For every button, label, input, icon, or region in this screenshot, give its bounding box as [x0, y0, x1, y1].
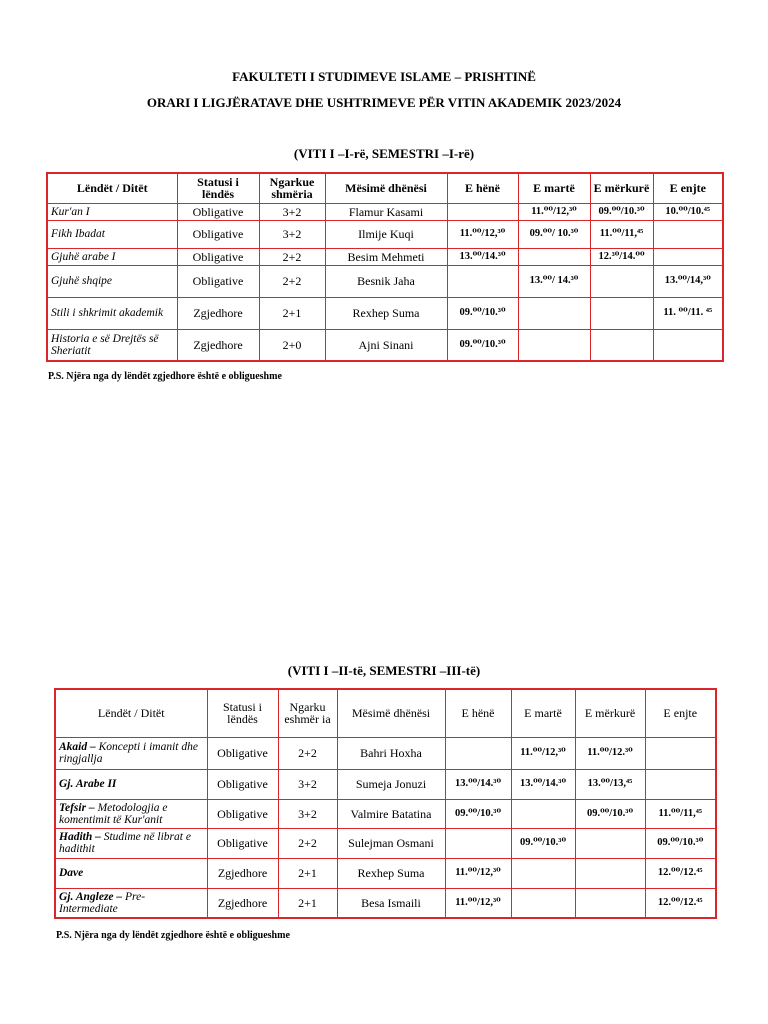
tuesday-cell: 09.⁰⁰/10.³⁰ — [511, 828, 575, 858]
load-cell: 3+2 — [278, 799, 337, 828]
table-row — [55, 769, 716, 799]
wednesday-cell: 11.⁰⁰/12.³⁰ — [575, 737, 645, 769]
teacher-cell: Ilmije Kuqi — [325, 220, 447, 248]
thursday-cell: 09.⁰⁰/10.³⁰ — [645, 828, 716, 858]
subject-name: Gj. Arabe II — [59, 778, 117, 790]
monday-cell — [447, 265, 518, 297]
column-header: Ngarkue shmëria — [259, 173, 325, 203]
subject-cell — [55, 799, 207, 828]
status-cell: Zgjedhore — [177, 297, 259, 329]
subject-cell: Kur'an I — [47, 203, 177, 220]
status-cell: Obligative — [177, 220, 259, 248]
teacher-cell: Sumeja Jonuzi — [337, 769, 445, 799]
thursday-cell — [645, 737, 716, 769]
tuesday-cell: 11.⁰⁰/12,³⁰ — [511, 737, 575, 769]
tuesday-cell: 13.⁰⁰/14.³⁰ — [511, 769, 575, 799]
thursday-cell — [653, 220, 723, 248]
subject-cell: Stili i shkrimit akademik — [47, 297, 177, 329]
column-header: E martë — [518, 173, 590, 203]
subject-description: Metodologjia e komentimit të Kur'anit — [59, 801, 168, 826]
tuesday-cell — [511, 888, 575, 918]
status-cell: Obligative — [177, 265, 259, 297]
status-cell: Zgjedhore — [207, 888, 278, 918]
tuesday-cell: 09.⁰⁰/ 10.³⁰ — [518, 220, 590, 248]
status-cell: Obligative — [207, 799, 278, 828]
wednesday-cell: 09.⁰⁰/10.³⁰ — [575, 799, 645, 828]
load-cell: 2+2 — [259, 265, 325, 297]
column-header: E mërkurë — [590, 173, 653, 203]
subject-cell — [55, 737, 207, 769]
tuesday-cell: 11.⁰⁰/12,³⁰ — [518, 203, 590, 220]
teacher-cell: Ajni Sinani — [325, 329, 447, 361]
subject-cell: Gjuhë shqipe — [47, 265, 177, 297]
column-header: Lëndët / Ditët — [47, 173, 177, 203]
column-header: Ngarku eshmër ia — [278, 689, 337, 737]
subject-name: Tefsir – — [59, 801, 95, 814]
load-cell: 3+2 — [259, 203, 325, 220]
subject-cell: Historia e së Drejtës së Sheriatit — [47, 329, 177, 361]
table-row — [55, 888, 716, 918]
monday-cell: 09.⁰⁰/10.³⁰ — [447, 329, 518, 361]
section1-note: P.S. Njëra nga dy lëndët zgjedhore është e obligueshme — [48, 371, 282, 382]
table-row — [47, 297, 723, 329]
thursday-cell — [645, 769, 716, 799]
subject-description: Pre-Intermediate — [59, 890, 146, 915]
schedule-title: ORARI I LIGJËRATAVE DHE USHTRIMEVE PËR VITIN AKADEMIK 2023/2024 — [146, 95, 622, 110]
thursday-cell: 10.⁰⁰/10.⁴⁵ — [653, 203, 723, 220]
subject-cell — [55, 769, 207, 799]
section1-title: (VITI I –I-rë, SEMESTRI –I-rë) — [293, 146, 475, 161]
thursday-cell: 11.⁰⁰/11,⁴⁵ — [645, 799, 716, 828]
monday-cell: 11.⁰⁰/12,³⁰ — [445, 858, 511, 888]
load-cell: 3+2 — [259, 220, 325, 248]
status-cell: Obligative — [207, 769, 278, 799]
wednesday-cell — [575, 858, 645, 888]
status-cell: Obligative — [177, 203, 259, 220]
monday-cell: 11.⁰⁰/12,³⁰ — [447, 220, 518, 248]
column-header: Lëndët / Ditët — [55, 689, 207, 737]
section2-title: (VITI I –II-të, SEMESTRI –III-të) — [287, 663, 481, 678]
thursday-cell: 12.⁰⁰/12.⁴⁵ — [645, 858, 716, 888]
thursday-cell: 13.⁰⁰/14,³⁰ — [653, 265, 723, 297]
wednesday-cell: 09.⁰⁰/10.³⁰ — [590, 203, 653, 220]
teacher-cell: Bahri Hoxha — [337, 737, 445, 769]
table-row — [55, 737, 716, 769]
thursday-cell — [653, 248, 723, 265]
load-cell: 2+2 — [259, 248, 325, 265]
teacher-cell: Besa Ismaili — [337, 888, 445, 918]
subject-name: Dave — [59, 867, 84, 879]
subject-cell — [55, 888, 207, 918]
faculty-title: FAKULTETI I STUDIMEVE ISLAME – PRISHTINË — [232, 69, 536, 84]
wednesday-cell — [575, 888, 645, 918]
teacher-cell: Flamur Kasami — [325, 203, 447, 220]
monday-cell — [445, 737, 511, 769]
monday-cell: 13.⁰⁰/14.³⁰ — [447, 248, 518, 265]
section2-note: P.S. Njëra nga dy lëndët zgjedhore është e obligueshme — [56, 930, 290, 941]
status-cell: Obligative — [207, 737, 278, 769]
table-row — [55, 858, 716, 888]
status-cell: Obligative — [207, 828, 278, 858]
column-header: E enjte — [653, 173, 723, 203]
column-header: Mësimë dhënësi — [337, 689, 445, 737]
status-cell: Zgjedhore — [177, 329, 259, 361]
subject-cell — [55, 858, 207, 888]
load-cell: 3+2 — [278, 769, 337, 799]
table-row — [47, 220, 723, 248]
status-cell: Zgjedhore — [207, 858, 278, 888]
column-header: E hënë — [445, 689, 511, 737]
wednesday-cell — [575, 828, 645, 858]
column-header: Statusi i lëndës — [207, 689, 278, 737]
wednesday-cell: 13.⁰⁰/13,⁴⁵ — [575, 769, 645, 799]
wednesday-cell — [590, 297, 653, 329]
table-row — [47, 203, 723, 220]
table-row — [55, 828, 716, 858]
subject-cell: Gjuhë arabe I — [47, 248, 177, 265]
teacher-cell: Valmire Batatina — [337, 799, 445, 828]
subject-name: Gj. Angleze – — [59, 890, 123, 903]
subject-name: Hadith – — [59, 831, 101, 843]
wednesday-cell — [590, 265, 653, 297]
wednesday-cell — [590, 329, 653, 361]
monday-cell — [447, 203, 518, 220]
subject-name: Akaid – — [59, 741, 96, 753]
teacher-cell: Sulejman Osmani — [337, 828, 445, 858]
tuesday-cell — [511, 858, 575, 888]
monday-cell: 09.⁰⁰/10.³⁰ — [445, 799, 511, 828]
teacher-cell: Besim Mehmeti — [325, 248, 447, 265]
load-cell: 2+2 — [278, 737, 337, 769]
column-header: Mësimë dhënësi — [325, 173, 447, 203]
teacher-cell: Rexhep Suma — [337, 858, 445, 888]
wednesday-cell: 12.³⁰/14.⁰⁰ — [590, 248, 653, 265]
schedule-table-year1 — [46, 172, 724, 362]
monday-cell: 09.⁰⁰/10.³⁰ — [447, 297, 518, 329]
subject-description: Koncepti i imanit dhe ringjallja — [59, 741, 198, 765]
schedule-table-year2 — [54, 688, 717, 919]
column-header: E mërkurë — [575, 689, 645, 737]
tuesday-cell — [518, 297, 590, 329]
subject-description: Studime në librat e hadithit — [59, 831, 191, 855]
status-cell: Obligative — [177, 248, 259, 265]
thursday-cell: 12.⁰⁰/12.⁴⁵ — [645, 888, 716, 918]
table-row — [47, 248, 723, 265]
table-row — [55, 799, 716, 828]
table-row — [47, 265, 723, 297]
monday-cell: 11.⁰⁰/12,³⁰ — [445, 888, 511, 918]
subject-cell — [55, 828, 207, 858]
teacher-cell: Besnik Jaha — [325, 265, 447, 297]
load-cell: 2+2 — [278, 828, 337, 858]
load-cell: 2+1 — [278, 858, 337, 888]
column-header: Statusi i lëndës — [177, 173, 259, 203]
thursday-cell — [653, 329, 723, 361]
tuesday-cell — [518, 329, 590, 361]
wednesday-cell: 11.⁰⁰/11,⁴⁵ — [590, 220, 653, 248]
load-cell: 2+1 — [259, 297, 325, 329]
column-header: E hënë — [447, 173, 518, 203]
monday-cell — [445, 828, 511, 858]
teacher-cell: Rexhep Suma — [325, 297, 447, 329]
subject-cell: Fikh Ibadat — [47, 220, 177, 248]
table-row — [47, 329, 723, 361]
column-header: E martë — [511, 689, 575, 737]
column-header: E enjte — [645, 689, 716, 737]
tuesday-cell — [518, 248, 590, 265]
load-cell: 2+0 — [259, 329, 325, 361]
load-cell: 2+1 — [278, 888, 337, 918]
monday-cell: 13.⁰⁰/14.³⁰ — [445, 769, 511, 799]
tuesday-cell: 13.⁰⁰/ 14.³⁰ — [518, 265, 590, 297]
thursday-cell: 11. ⁰⁰/11. ⁴⁵ — [653, 297, 723, 329]
tuesday-cell — [511, 799, 575, 828]
